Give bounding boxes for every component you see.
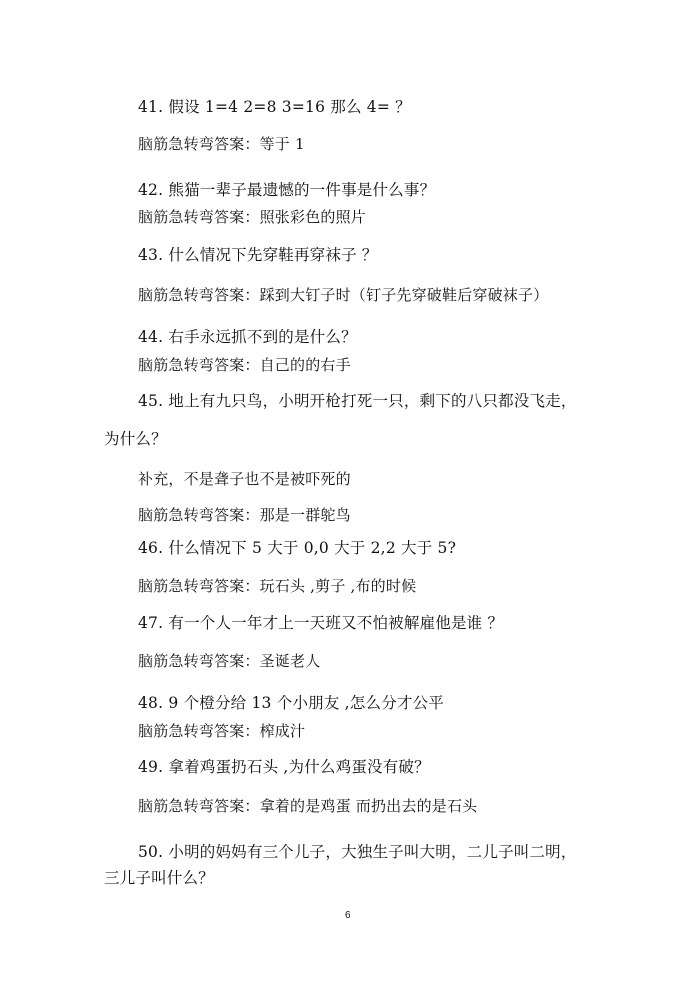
question-42: 42. 熊猫一辈子最遗憾的一件事是什么事？ xyxy=(138,181,436,199)
answer-44: 脑筋急转弯答案：自己的的右手 xyxy=(138,356,351,374)
answer-47: 脑筋急转弯答案：圣诞老人 xyxy=(138,652,321,670)
supplement-45: 补充，不是聋子也不是被吓死的 xyxy=(138,470,351,488)
question-47: 47. 有一个人一年才上一天班又不怕被解雇他是谁 ？ xyxy=(138,614,504,632)
question-45: 45. 地上有九只鸟，小明开枪打死一只，剩下的八只都没飞走， xyxy=(138,392,577,410)
question-44: 44. 右手永远抓不到的是什么？ xyxy=(138,328,357,346)
question-50-continuation: 三儿子叫什么？ xyxy=(104,869,214,887)
question-45-continuation: 为什么？ xyxy=(104,430,167,448)
answer-41: 脑筋急转弯答案：等于 1 xyxy=(138,135,305,153)
answer-48: 脑筋急转弯答案：榨成汁 xyxy=(138,722,306,740)
answer-46: 脑筋急转弯答案：玩石头 ,剪子 ,布的时候 xyxy=(138,577,417,595)
answer-49: 脑筋急转弯答案：拿着的是鸡蛋 而扔出去的是石头 xyxy=(138,797,478,815)
page-number: 6 xyxy=(345,910,351,921)
answer-43: 脑筋急转弯答案：踩到大钉子时（钉子先穿破鞋后穿破袜子） xyxy=(138,286,549,304)
answer-42: 脑筋急转弯答案：照张彩色的照片 xyxy=(138,208,367,226)
answer-45: 脑筋急转弯答案：那是一群鸵鸟 xyxy=(138,506,351,524)
question-41: 41. 假设 1=4 2=8 3=16 那么 4= ？ xyxy=(138,98,411,116)
question-43: 43. 什么情况下先穿鞋再穿袜子 ？ xyxy=(138,246,378,264)
question-46: 46. 什么情况下 5 大于 0,0 大于 2,2 大于 5? xyxy=(138,539,457,557)
question-50: 50. 小明的妈妈有三个儿子，大独生子叫大明，二儿子叫二明， xyxy=(138,843,577,861)
question-49: 49. 拿着鸡蛋扔石头 ,为什么鸡蛋没有破？ xyxy=(138,758,430,776)
question-48: 48. 9 个橙分给 13 个小朋友 ,怎么分才公平 xyxy=(138,694,444,712)
